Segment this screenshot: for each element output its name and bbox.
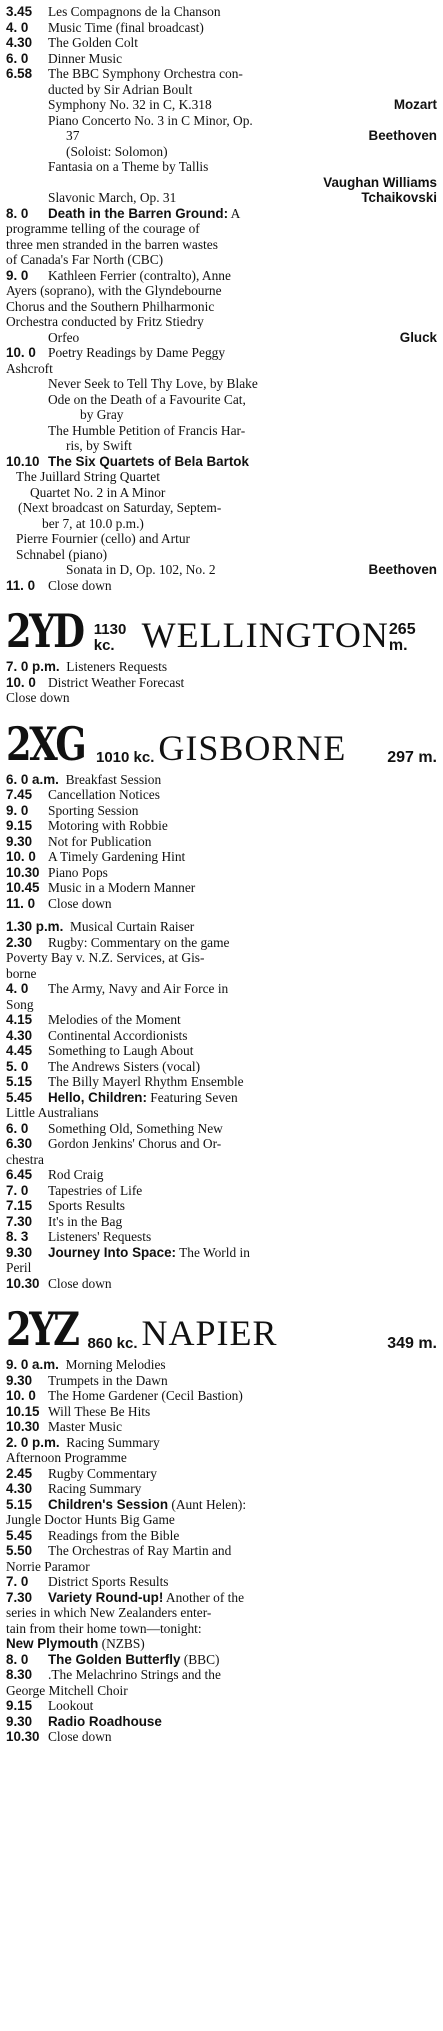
station-wavelength: 265 m. (388, 621, 416, 654)
list-item: 3.45 Les Compagnons de la Chanson (6, 4, 221, 19)
schedule-block-2yz: 9. 0 a.m. Morning Melodies 9.30 Trumpets in the Dawn 10. 0 The Home Gardener (Cecil Bastion) 10.15 Will These Be Hits 10.30 Master Music 2. 0 p.m. Racing Summary Afternoon Programme 2.45 Rugby Commentary 4.30 Racing Summary 5.15 Children's Session (Aunt Helen): Jungle Doctor Hunts Big Game 5.45 Readings from the Bible 5.50 The Orchestras of Ray Martin and Norrie Paramor 7. 0 District Sports Results 7.30 Variety Round-up! Another of the series in which New Zealanders enter- tain from their home town—tonight: New Plymouth (NZBS) 8. 0 The Golden Butterfly (BBC) 8.30 .The Melachrino Strings and the George Mitchell Choir 9.15 Lookout 9.30 Radio Roadhouse 10.30 Close down (6, 1357, 247, 1744)
death-programme: 8. 0 Death in the Barren Ground: A programme telling of the courage of three men stranded in the barren wastes of Canada's Far North (CBC) (6, 205, 241, 267)
list-item: 4.30 The Golden Colt (6, 35, 139, 50)
station-call-sign: 2YZ (6, 1302, 78, 1356)
station-city: NAPIER (141, 1313, 278, 1353)
station-call-sign: 2XG (6, 716, 85, 771)
schedule-block-2yd: 7. 0 p.m. Listeners Requests 10. 0 District Weather Forecast Close down (6, 659, 185, 705)
ferrier-programme: 9. 0 Kathleen Ferrier (contralto), Anne Ayers (soprano), with the Glyndebourne Chorus and the Southern Philharmonic Orchestra conducted by Fritz Stiedry Orfeo Gluck (6, 267, 437, 345)
poetry-programme: 10. 0 Poetry Readings by Dame Peggy Ashcroft Never Seek to Tell Thy Love, by Blake Ode on the Death of a Favourite Cat, by Gray The Humble Petition of Francis Har- ris, by Swift (6, 345, 258, 453)
station-header-2xg (6, 716, 437, 771)
station-frequency: 1130 kc. (93, 621, 127, 654)
station-header-2yz (6, 1302, 437, 1356)
station-wavelength: 297 m. (387, 749, 437, 766)
bbc-programme: 6.58 The BBC Symphony Orchestra con- ducted by Sir Adrian Boult Symphony No. 32 in C, K.318 Mozart Piano Concerto No. 3 in C Minor, Op. 37 Beethoven (Soloist: Solomon) Fantasia on a Theme by Tallis Vaughan Williams Slavonic March, Op. 31 Tchaikovski (6, 66, 437, 205)
list-item: 11. 0 Close down (6, 577, 112, 593)
schedule-block-2xg: 6. 0 a.m. Breakfast Session 7.45 Cancellation Notices 9. 0 Sporting Session 9.15 Motoring with Robbie 9.30 Not for Publication 10. 0 A Timely Gardening Hint 10.30 Piano Pops 10.45 Music in a Modern Manner 11. 0 Close down 1.30 p.m. Musical Curtain Raiser 2.30 Rugby: Commentary on the game Poverty Bay v. N.Z. Services, at Gis- borne 4. 0 The Army, Navy and Air Force in Song 4.15 Melodies of the Moment 4.30 Continental Accordionists 4.45 Something to Laugh About 5. 0 The Andrews Sisters (vocal) 5.15 The Billy Mayerl Rhythm Ensemble 5.45 Hello, Children: Featuring Seven Little Australians 6. 0 Something Old, Something New 6.30 Gordon Jenkins' Chorus and Or- chestra 6.45 Rod Craig 7. 0 Tapestries of Life 7.15 Sports Results 7.30 It's in the Bag 8. 3 Listeners' Requests 9.30 Journey Into Space: The World in Peril 10.30 Close down (6, 771, 250, 1291)
station-call-sign: 2YD (6, 604, 83, 658)
bartok-programme: 10.10 The Six Quartets of Bela Bartok The Juillard String Quartet Quartet No. 2 in A Minor (Next broadcast on Saturday, Septem- ber 7, at 10.0 p.m.) Pierre Fournier (cello) and Artur Schnabel (piano) Sonata in D, Op. 102, No. 2 Beethoven (6, 453, 437, 577)
station-city: GISBORNE (158, 727, 347, 768)
station-header-2yd (6, 604, 437, 658)
schedule-block-1 (6, 4, 437, 593)
time: 6.58 (6, 66, 33, 81)
list-item: 6. 0 Dinner Music (6, 50, 123, 66)
station-wavelength: 349 m. (387, 1334, 437, 1352)
station-city: WELLINGTON (141, 615, 389, 655)
station-frequency: 860 kc. (87, 1334, 138, 1352)
list-item: 4. 0 Music Time (final broadcast) (6, 19, 204, 35)
station-frequency: 1010 kc. (95, 749, 155, 766)
